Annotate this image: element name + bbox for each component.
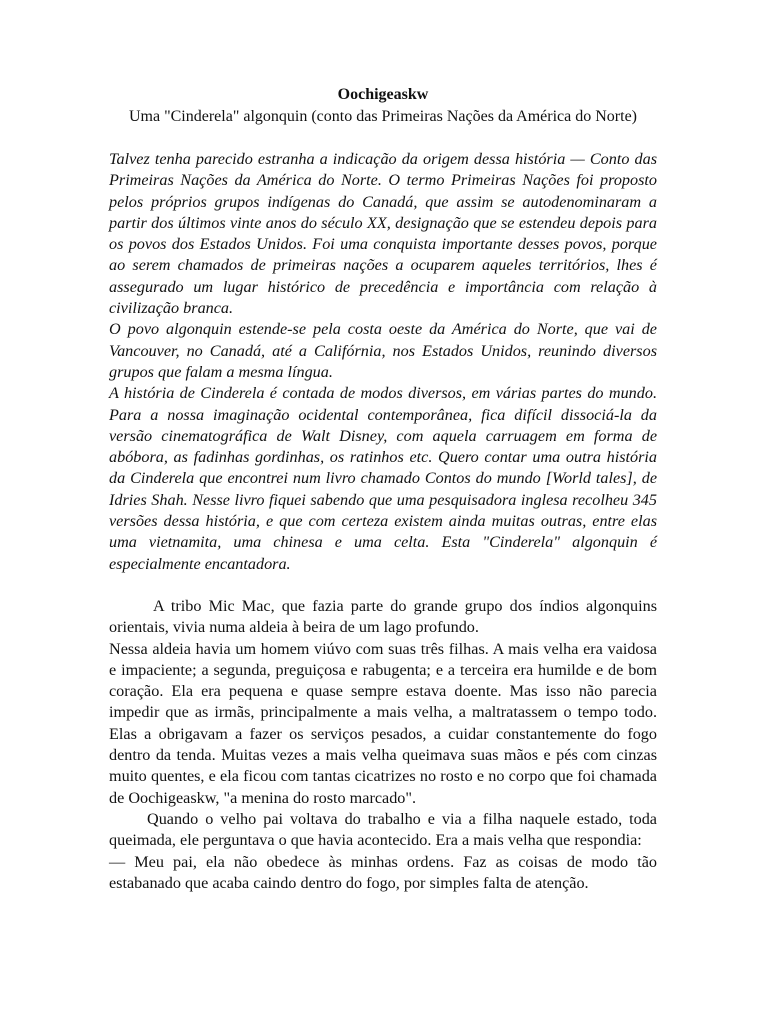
story-paragraph: A tribo Mic Mac, que fazia parte do grande grupo dos índios algonquins orientais, vivia numa aldeia à beira de um lago profundo. — [109, 596, 657, 637]
story-paragraph: Quando o velho pai voltava do trabalho e via a filha naquele estado, toda queimada, ele perguntava o que havia acontecido. Era a mais velha que respondia: — [109, 809, 657, 850]
intro-paragraph: Talvez tenha parecido estranha a indicação da origem dessa história — Conto das Primeiras Nações da América do Norte. O termo Primeiras Nações foi proposto pelos próprios grupos indígenas do Canadá, que assim se autodenominaram a partir dos últimos vinte anos do século XX, designação que se estendeu depois para os povos dos Estados Unidos. Foi uma conquista importante desses povos, porque ao serem chamados de primeiras nações a ocuparem aqueles territórios, lhes é assegurado um lugar histórico de precedência e importância com relação à civilização branca. — [109, 150, 657, 318]
document-subtitle: Uma "Cinderela" algonquin (conto das Primeiras Nações da América do Norte) — [128, 108, 637, 125]
document-page — [109, 84, 657, 894]
intro-section — [109, 149, 657, 575]
story-paragraph: Nessa aldeia havia um homem viúvo com suas três filhas. A mais velha era vaidosa e impaciente; a segunda, preguiçosa e rabugenta; e a terceira era humilde e de bom coração. Ela era pequena e quase sempre estava doente. Mas isso não parecia impedir que as irmãs, principalmente a mais velha, a maltratassem o tempo todo. Elas a obrigavam a fazer os serviços pesados, a cuidar constantemente do fogo dentro da tenda. Muitas vezes a mais velha queimava suas mãos e pés com cinzas muito quentes, e ela ficou com tantas cicatrizes no rosto e no corpo que foi chamada de Oochigeaskw, "a menina do rosto marcado". — [109, 639, 657, 807]
document-title: Oochigeaskw — [337, 86, 429, 103]
story-paragraph: — Meu pai, ela não obedece às minhas ordens. Faz as coisas de modo tão estabanado que acaba caindo dentro do fogo, por simples falta de atenção. — [109, 852, 657, 892]
story-section — [109, 596, 657, 894]
intro-paragraph: A história de Cinderela é contada de modos diversos, em várias partes do mundo. Para a nossa imaginação ocidental contemporânea, fica difícil dissociá-la da versão cinematográfica de Walt Disney, com aquela carruagem em forma de abóbora, as fadinhas gordinhas, os ratinhos etc. Quero contar uma outra história da Cinderela que encontrei num livro chamado Contos do mundo [World tales], de Idries Shah. Nesse livro fiquei sabendo que uma pesquisadora inglesa recolheu 345 versões dessa história, e que com certeza existem ainda muitas outras, entre elas uma vietnamita, uma chinesa e uma celta. Esta "Cinderela" algonquin é especialmente encantadora. — [109, 384, 657, 573]
intro-paragraph: O povo algonquin estende-se pela costa oeste da América do Norte, que vai de Vancouver, no Canadá, até a Califórnia, nos Estados Unidos, reunindo diversos grupos que falam a mesma língua. — [109, 320, 657, 381]
